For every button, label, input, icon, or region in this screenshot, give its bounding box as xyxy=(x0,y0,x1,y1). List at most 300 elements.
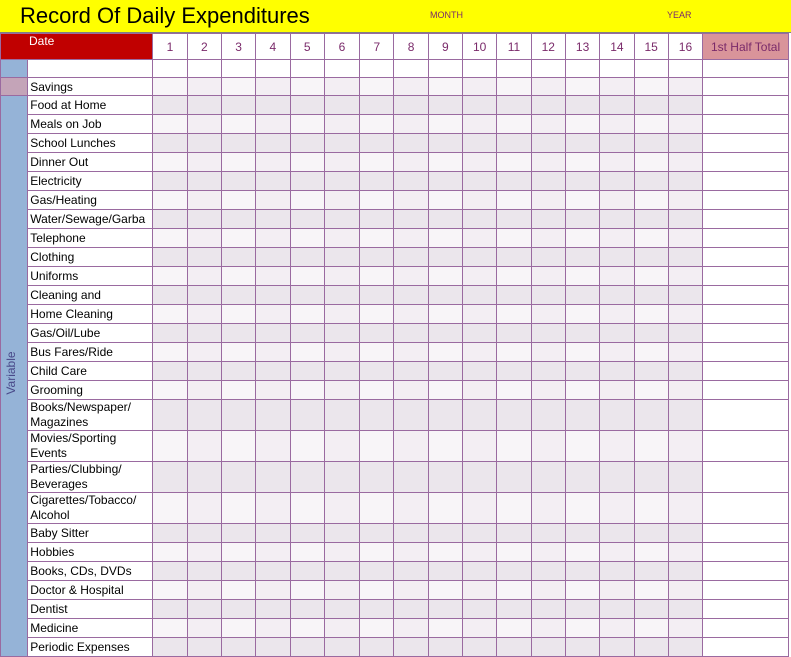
entry-cell[interactable] xyxy=(290,96,324,115)
entry-cell[interactable] xyxy=(634,153,668,172)
entry-cell[interactable] xyxy=(360,400,394,431)
entry-cell[interactable] xyxy=(221,172,255,191)
entry-cell[interactable] xyxy=(497,115,531,134)
total-cell[interactable] xyxy=(703,638,789,657)
entry-cell[interactable] xyxy=(153,381,187,400)
entry-cell[interactable] xyxy=(531,493,565,524)
entry-cell[interactable] xyxy=(360,581,394,600)
entry-cell[interactable] xyxy=(600,153,634,172)
entry-cell[interactable] xyxy=(565,543,599,562)
entry-cell[interactable] xyxy=(634,115,668,134)
entry-cell[interactable] xyxy=(324,619,359,638)
entry-cell[interactable] xyxy=(360,286,394,305)
entry-cell[interactable] xyxy=(531,286,565,305)
entry-cell[interactable] xyxy=(187,324,221,343)
entry-cell[interactable] xyxy=(668,286,702,305)
entry-cell[interactable] xyxy=(360,172,394,191)
entry-cell[interactable] xyxy=(497,638,531,657)
entry-cell[interactable] xyxy=(531,462,565,493)
entry-cell[interactable] xyxy=(668,381,702,400)
entry-cell[interactable] xyxy=(428,191,462,210)
entry-cell[interactable] xyxy=(565,115,599,134)
entry-cell[interactable] xyxy=(187,248,221,267)
entry-cell[interactable] xyxy=(221,431,255,462)
entry-cell[interactable] xyxy=(463,267,497,286)
total-cell[interactable] xyxy=(703,400,789,431)
entry-cell[interactable] xyxy=(221,191,255,210)
entry-cell[interactable] xyxy=(324,115,359,134)
entry-cell[interactable] xyxy=(634,581,668,600)
entry-cell[interactable] xyxy=(634,60,668,78)
entry-cell[interactable] xyxy=(634,524,668,543)
entry-cell[interactable] xyxy=(290,400,324,431)
entry-cell[interactable] xyxy=(153,210,187,229)
entry-cell[interactable] xyxy=(290,115,324,134)
entry-cell[interactable] xyxy=(256,286,290,305)
entry-cell[interactable] xyxy=(360,638,394,657)
entry-cell[interactable] xyxy=(668,324,702,343)
entry-cell[interactable] xyxy=(153,248,187,267)
entry-cell[interactable] xyxy=(221,134,255,153)
entry-cell[interactable] xyxy=(600,381,634,400)
entry-cell[interactable] xyxy=(497,78,531,96)
entry-cell[interactable] xyxy=(324,248,359,267)
entry-cell[interactable] xyxy=(600,248,634,267)
entry-cell[interactable] xyxy=(565,400,599,431)
entry-cell[interactable] xyxy=(428,78,462,96)
entry-cell[interactable] xyxy=(531,267,565,286)
total-cell[interactable] xyxy=(703,60,789,78)
entry-cell[interactable] xyxy=(256,248,290,267)
total-cell[interactable] xyxy=(703,96,789,115)
total-cell[interactable] xyxy=(703,324,789,343)
entry-cell[interactable] xyxy=(531,400,565,431)
entry-cell[interactable] xyxy=(497,462,531,493)
entry-cell[interactable] xyxy=(256,381,290,400)
entry-cell[interactable] xyxy=(394,400,428,431)
entry-cell[interactable] xyxy=(256,543,290,562)
entry-cell[interactable] xyxy=(187,543,221,562)
entry-cell[interactable] xyxy=(600,96,634,115)
entry-cell[interactable] xyxy=(187,210,221,229)
entry-cell[interactable] xyxy=(428,524,462,543)
entry-cell[interactable] xyxy=(153,134,187,153)
entry-cell[interactable] xyxy=(463,362,497,381)
entry-cell[interactable] xyxy=(324,267,359,286)
entry-cell[interactable] xyxy=(668,581,702,600)
entry-cell[interactable] xyxy=(256,562,290,581)
entry-cell[interactable] xyxy=(634,600,668,619)
entry-cell[interactable] xyxy=(531,191,565,210)
entry-cell[interactable] xyxy=(600,493,634,524)
entry-cell[interactable] xyxy=(187,431,221,462)
entry-cell[interactable] xyxy=(221,286,255,305)
total-cell[interactable] xyxy=(703,134,789,153)
entry-cell[interactable] xyxy=(221,60,255,78)
entry-cell[interactable] xyxy=(600,134,634,153)
entry-cell[interactable] xyxy=(668,543,702,562)
entry-cell[interactable] xyxy=(153,172,187,191)
entry-cell[interactable] xyxy=(324,305,359,324)
entry-cell[interactable] xyxy=(324,229,359,248)
entry-cell[interactable] xyxy=(290,286,324,305)
entry-cell[interactable] xyxy=(600,562,634,581)
entry-cell[interactable] xyxy=(600,400,634,431)
entry-cell[interactable] xyxy=(634,305,668,324)
entry-cell[interactable] xyxy=(565,229,599,248)
entry-cell[interactable] xyxy=(290,153,324,172)
entry-cell[interactable] xyxy=(634,324,668,343)
entry-cell[interactable] xyxy=(463,305,497,324)
entry-cell[interactable] xyxy=(668,305,702,324)
entry-cell[interactable] xyxy=(290,78,324,96)
entry-cell[interactable] xyxy=(290,305,324,324)
entry-cell[interactable] xyxy=(153,229,187,248)
entry-cell[interactable] xyxy=(463,431,497,462)
entry-cell[interactable] xyxy=(428,431,462,462)
entry-cell[interactable] xyxy=(497,60,531,78)
entry-cell[interactable] xyxy=(394,324,428,343)
entry-cell[interactable] xyxy=(394,600,428,619)
total-cell[interactable] xyxy=(703,462,789,493)
entry-cell[interactable] xyxy=(394,619,428,638)
entry-cell[interactable] xyxy=(565,431,599,462)
entry-cell[interactable] xyxy=(187,381,221,400)
entry-cell[interactable] xyxy=(187,581,221,600)
entry-cell[interactable] xyxy=(463,96,497,115)
entry-cell[interactable] xyxy=(187,305,221,324)
entry-cell[interactable] xyxy=(668,267,702,286)
entry-cell[interactable] xyxy=(463,210,497,229)
entry-cell[interactable] xyxy=(221,78,255,96)
entry-cell[interactable] xyxy=(463,172,497,191)
entry-cell[interactable] xyxy=(668,362,702,381)
entry-cell[interactable] xyxy=(360,493,394,524)
entry-cell[interactable] xyxy=(394,305,428,324)
entry-cell[interactable] xyxy=(428,115,462,134)
entry-cell[interactable] xyxy=(153,267,187,286)
entry-cell[interactable] xyxy=(634,172,668,191)
entry-cell[interactable] xyxy=(290,562,324,581)
entry-cell[interactable] xyxy=(324,153,359,172)
entry-cell[interactable] xyxy=(565,248,599,267)
entry-cell[interactable] xyxy=(394,493,428,524)
entry-cell[interactable] xyxy=(324,96,359,115)
entry-cell[interactable] xyxy=(256,78,290,96)
entry-cell[interactable] xyxy=(565,267,599,286)
entry-cell[interactable] xyxy=(565,324,599,343)
entry-cell[interactable] xyxy=(428,96,462,115)
entry-cell[interactable] xyxy=(187,191,221,210)
entry-cell[interactable] xyxy=(187,562,221,581)
entry-cell[interactable] xyxy=(428,400,462,431)
entry-cell[interactable] xyxy=(221,343,255,362)
entry-cell[interactable] xyxy=(324,60,359,78)
entry-cell[interactable] xyxy=(668,462,702,493)
entry-cell[interactable] xyxy=(463,600,497,619)
entry-cell[interactable] xyxy=(497,362,531,381)
entry-cell[interactable] xyxy=(394,134,428,153)
entry-cell[interactable] xyxy=(634,462,668,493)
entry-cell[interactable] xyxy=(324,562,359,581)
entry-cell[interactable] xyxy=(497,400,531,431)
entry-cell[interactable] xyxy=(394,153,428,172)
entry-cell[interactable] xyxy=(600,172,634,191)
entry-cell[interactable] xyxy=(531,343,565,362)
entry-cell[interactable] xyxy=(394,343,428,362)
entry-cell[interactable] xyxy=(360,431,394,462)
entry-cell[interactable] xyxy=(463,324,497,343)
entry-cell[interactable] xyxy=(531,600,565,619)
entry-cell[interactable] xyxy=(497,305,531,324)
entry-cell[interactable] xyxy=(221,210,255,229)
entry-cell[interactable] xyxy=(187,462,221,493)
entry-cell[interactable] xyxy=(565,600,599,619)
entry-cell[interactable] xyxy=(531,362,565,381)
entry-cell[interactable] xyxy=(428,153,462,172)
entry-cell[interactable] xyxy=(360,343,394,362)
entry-cell[interactable] xyxy=(221,248,255,267)
total-cell[interactable] xyxy=(703,305,789,324)
entry-cell[interactable] xyxy=(221,562,255,581)
entry-cell[interactable] xyxy=(565,286,599,305)
entry-cell[interactable] xyxy=(360,153,394,172)
entry-cell[interactable] xyxy=(463,543,497,562)
entry-cell[interactable] xyxy=(394,229,428,248)
entry-cell[interactable] xyxy=(153,431,187,462)
total-cell[interactable] xyxy=(703,229,789,248)
entry-cell[interactable] xyxy=(531,210,565,229)
entry-cell[interactable] xyxy=(153,96,187,115)
entry-cell[interactable] xyxy=(324,362,359,381)
entry-cell[interactable] xyxy=(360,96,394,115)
entry-cell[interactable] xyxy=(634,229,668,248)
entry-cell[interactable] xyxy=(290,343,324,362)
entry-cell[interactable] xyxy=(256,524,290,543)
entry-cell[interactable] xyxy=(187,619,221,638)
total-cell[interactable] xyxy=(703,431,789,462)
entry-cell[interactable] xyxy=(531,431,565,462)
entry-cell[interactable] xyxy=(531,524,565,543)
entry-cell[interactable] xyxy=(497,153,531,172)
entry-cell[interactable] xyxy=(565,134,599,153)
entry-cell[interactable] xyxy=(187,267,221,286)
entry-cell[interactable] xyxy=(531,96,565,115)
entry-cell[interactable] xyxy=(565,191,599,210)
entry-cell[interactable] xyxy=(497,493,531,524)
entry-cell[interactable] xyxy=(324,324,359,343)
entry-cell[interactable] xyxy=(668,210,702,229)
entry-cell[interactable] xyxy=(290,60,324,78)
entry-cell[interactable] xyxy=(394,115,428,134)
entry-cell[interactable] xyxy=(324,210,359,229)
entry-cell[interactable] xyxy=(463,619,497,638)
entry-cell[interactable] xyxy=(256,191,290,210)
entry-cell[interactable] xyxy=(290,229,324,248)
entry-cell[interactable] xyxy=(668,431,702,462)
entry-cell[interactable] xyxy=(324,78,359,96)
entry-cell[interactable] xyxy=(290,362,324,381)
entry-cell[interactable] xyxy=(324,638,359,657)
entry-cell[interactable] xyxy=(221,229,255,248)
entry-cell[interactable] xyxy=(463,638,497,657)
entry-cell[interactable] xyxy=(360,543,394,562)
entry-cell[interactable] xyxy=(153,343,187,362)
entry-cell[interactable] xyxy=(463,60,497,78)
entry-cell[interactable] xyxy=(497,562,531,581)
entry-cell[interactable] xyxy=(324,600,359,619)
entry-cell[interactable] xyxy=(221,581,255,600)
entry-cell[interactable] xyxy=(324,191,359,210)
entry-cell[interactable] xyxy=(360,191,394,210)
entry-cell[interactable] xyxy=(394,462,428,493)
entry-cell[interactable] xyxy=(463,524,497,543)
entry-cell[interactable] xyxy=(668,600,702,619)
entry-cell[interactable] xyxy=(394,381,428,400)
entry-cell[interactable] xyxy=(290,462,324,493)
entry-cell[interactable] xyxy=(565,78,599,96)
entry-cell[interactable] xyxy=(428,462,462,493)
entry-cell[interactable] xyxy=(600,60,634,78)
total-cell[interactable] xyxy=(703,343,789,362)
entry-cell[interactable] xyxy=(634,248,668,267)
entry-cell[interactable] xyxy=(634,78,668,96)
entry-cell[interactable] xyxy=(360,78,394,96)
entry-cell[interactable] xyxy=(153,638,187,657)
entry-cell[interactable] xyxy=(634,493,668,524)
entry-cell[interactable] xyxy=(531,305,565,324)
entry-cell[interactable] xyxy=(153,115,187,134)
total-cell[interactable] xyxy=(703,581,789,600)
entry-cell[interactable] xyxy=(600,431,634,462)
entry-cell[interactable] xyxy=(290,381,324,400)
entry-cell[interactable] xyxy=(153,581,187,600)
entry-cell[interactable] xyxy=(497,229,531,248)
entry-cell[interactable] xyxy=(187,78,221,96)
entry-cell[interactable] xyxy=(565,305,599,324)
entry-cell[interactable] xyxy=(600,462,634,493)
entry-cell[interactable] xyxy=(463,462,497,493)
entry-cell[interactable] xyxy=(221,524,255,543)
entry-cell[interactable] xyxy=(497,381,531,400)
entry-cell[interactable] xyxy=(668,343,702,362)
entry-cell[interactable] xyxy=(428,324,462,343)
entry-cell[interactable] xyxy=(360,381,394,400)
entry-cell[interactable] xyxy=(531,78,565,96)
entry-cell[interactable] xyxy=(394,431,428,462)
entry-cell[interactable] xyxy=(497,134,531,153)
entry-cell[interactable] xyxy=(531,638,565,657)
entry-cell[interactable] xyxy=(531,248,565,267)
entry-cell[interactable] xyxy=(394,78,428,96)
entry-cell[interactable] xyxy=(187,400,221,431)
total-cell[interactable] xyxy=(703,543,789,562)
entry-cell[interactable] xyxy=(565,96,599,115)
entry-cell[interactable] xyxy=(324,431,359,462)
entry-cell[interactable] xyxy=(153,562,187,581)
entry-cell[interactable] xyxy=(497,210,531,229)
entry-cell[interactable] xyxy=(324,172,359,191)
entry-cell[interactable] xyxy=(600,638,634,657)
entry-cell[interactable] xyxy=(463,115,497,134)
entry-cell[interactable] xyxy=(497,267,531,286)
entry-cell[interactable] xyxy=(565,638,599,657)
entry-cell[interactable] xyxy=(497,619,531,638)
entry-cell[interactable] xyxy=(221,115,255,134)
entry-cell[interactable] xyxy=(394,543,428,562)
total-cell[interactable] xyxy=(703,267,789,286)
entry-cell[interactable] xyxy=(290,248,324,267)
entry-cell[interactable] xyxy=(153,78,187,96)
entry-cell[interactable] xyxy=(497,600,531,619)
entry-cell[interactable] xyxy=(531,562,565,581)
total-cell[interactable] xyxy=(703,524,789,543)
entry-cell[interactable] xyxy=(290,172,324,191)
entry-cell[interactable] xyxy=(324,286,359,305)
entry-cell[interactable] xyxy=(187,115,221,134)
entry-cell[interactable] xyxy=(428,305,462,324)
entry-cell[interactable] xyxy=(394,638,428,657)
entry-cell[interactable] xyxy=(565,562,599,581)
entry-cell[interactable] xyxy=(497,524,531,543)
entry-cell[interactable] xyxy=(290,619,324,638)
entry-cell[interactable] xyxy=(394,267,428,286)
entry-cell[interactable] xyxy=(360,600,394,619)
entry-cell[interactable] xyxy=(290,431,324,462)
entry-cell[interactable] xyxy=(463,343,497,362)
entry-cell[interactable] xyxy=(634,543,668,562)
entry-cell[interactable] xyxy=(153,600,187,619)
entry-cell[interactable] xyxy=(565,462,599,493)
entry-cell[interactable] xyxy=(360,524,394,543)
entry-cell[interactable] xyxy=(187,229,221,248)
entry-cell[interactable] xyxy=(668,172,702,191)
entry-cell[interactable] xyxy=(256,362,290,381)
entry-cell[interactable] xyxy=(428,286,462,305)
entry-cell[interactable] xyxy=(600,343,634,362)
entry-cell[interactable] xyxy=(187,153,221,172)
entry-cell[interactable] xyxy=(600,619,634,638)
entry-cell[interactable] xyxy=(531,134,565,153)
entry-cell[interactable] xyxy=(256,493,290,524)
entry-cell[interactable] xyxy=(565,60,599,78)
entry-cell[interactable] xyxy=(153,462,187,493)
entry-cell[interactable] xyxy=(565,493,599,524)
entry-cell[interactable] xyxy=(463,134,497,153)
entry-cell[interactable] xyxy=(221,600,255,619)
entry-cell[interactable] xyxy=(256,115,290,134)
entry-cell[interactable] xyxy=(394,60,428,78)
entry-cell[interactable] xyxy=(428,134,462,153)
entry-cell[interactable] xyxy=(428,562,462,581)
entry-cell[interactable] xyxy=(428,619,462,638)
entry-cell[interactable] xyxy=(634,381,668,400)
entry-cell[interactable] xyxy=(153,153,187,172)
entry-cell[interactable] xyxy=(290,581,324,600)
entry-cell[interactable] xyxy=(565,619,599,638)
entry-cell[interactable] xyxy=(187,524,221,543)
total-cell[interactable] xyxy=(703,153,789,172)
entry-cell[interactable] xyxy=(565,581,599,600)
entry-cell[interactable] xyxy=(256,153,290,172)
entry-cell[interactable] xyxy=(497,324,531,343)
entry-cell[interactable] xyxy=(360,362,394,381)
entry-cell[interactable] xyxy=(668,191,702,210)
total-cell[interactable] xyxy=(703,362,789,381)
entry-cell[interactable] xyxy=(634,619,668,638)
entry-cell[interactable] xyxy=(497,431,531,462)
entry-cell[interactable] xyxy=(324,543,359,562)
